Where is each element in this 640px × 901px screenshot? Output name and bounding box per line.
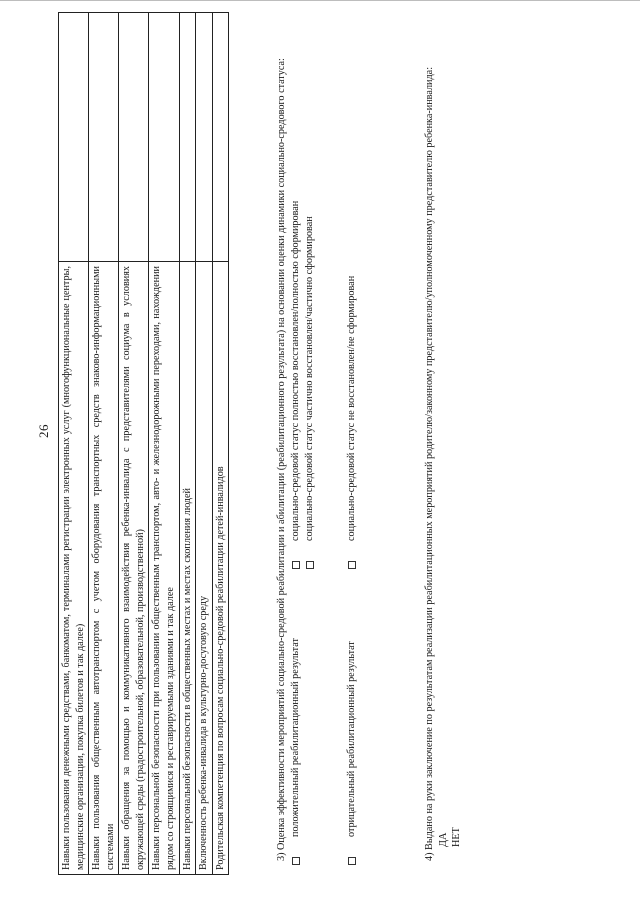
not-restored-checkbox[interactable] xyxy=(348,561,356,569)
answer-yes[interactable]: ДА xyxy=(437,832,449,847)
table-cell-value xyxy=(149,13,179,262)
skills-table-body xyxy=(59,13,229,875)
partial-restored-label: социально-средовой статус частично восстановлен/частично сформирован xyxy=(303,216,315,541)
negative-result-checkbox[interactable] xyxy=(348,857,356,865)
table-row xyxy=(149,13,179,875)
table-row xyxy=(119,13,149,875)
page-edge xyxy=(0,0,640,1)
skills-table xyxy=(58,12,229,875)
table-row xyxy=(212,13,229,875)
section-4-conclusion xyxy=(423,27,464,875)
table-cell-skill: Навыки персональной безопасности в общественных местах и местах скопления людей xyxy=(179,262,196,875)
not-restored-label: социально-средовой статус не восстановлен/не сформирован xyxy=(345,275,357,541)
page-number: 26 xyxy=(36,424,51,438)
table-cell-skill: Включенность ребенка-инвалида в культурно-досуговую среду xyxy=(196,262,213,875)
section-4-heading: 4) Выдано на руки заключение по результатам реализации реабилитационных мероприятий родителю/законному представителю/уполномоченному представителю ребенка-инвалида: xyxy=(424,66,435,861)
table-cell-value xyxy=(59,13,89,262)
table-cell-skill: Родительская компетенция по вопросам социально-средовой реабилитации детей-инвалидов xyxy=(212,262,229,875)
table-cell-value xyxy=(89,13,119,262)
table-cell-value xyxy=(119,13,149,262)
positive-result-row xyxy=(289,27,303,875)
table-row xyxy=(59,13,89,875)
table-cell-skill: Навыки пользования общественным автотранспортом с учетом оборудования транспортных средств знаково-информационными системами xyxy=(89,262,119,875)
table-row xyxy=(196,13,213,875)
table-cell-value xyxy=(196,13,213,262)
partial-restored-checkbox[interactable] xyxy=(306,561,314,569)
negative-result-row xyxy=(345,27,359,875)
table-cell-value xyxy=(179,13,196,262)
table-row xyxy=(89,13,119,875)
partial-restored-row xyxy=(303,27,317,875)
table-cell-skill: Навыки персональной безопасности при пользовании общественным транспортом, авто- и железнодорожными переходами, нахождении рядом со строящимися и реставрируемыми зданиями и так далее xyxy=(149,262,179,875)
table-cell-value xyxy=(212,13,229,262)
positive-result-label: положительный реабилитационный результат xyxy=(289,638,301,837)
positive-result-checkbox[interactable] xyxy=(292,857,300,865)
table-row xyxy=(179,13,196,875)
section-3-heading: 3) Оценка эффективности мероприятий социально-средовой реабилитации и абилитации (реабилитационного результата) на основании оценки динамики социально-средового статуса: xyxy=(276,58,287,861)
section-3-effectiveness xyxy=(275,27,359,875)
full-restored-checkbox[interactable] xyxy=(292,561,300,569)
table-cell-skill: Навыки обращения за помощью и коммуникативного взаимодействия ребенка-инвалида с представителями социума в условиях окружающей среды (градостроительной, образовательной, производственной) xyxy=(119,262,149,875)
table-cell-skill: Навыки пользования денежными средствами, банкоматом, терминалами регистрации электронных услуг (многофункциональные центры, медицинские организации, покупка билетов и так далее) xyxy=(59,262,89,875)
full-restored-label: социально-средовой статус полностью восстановлен/полностью сформирован xyxy=(289,200,301,541)
answer-no[interactable]: НЕТ xyxy=(451,827,463,847)
negative-result-label: отрицательный реабилитационный результат xyxy=(345,641,357,837)
